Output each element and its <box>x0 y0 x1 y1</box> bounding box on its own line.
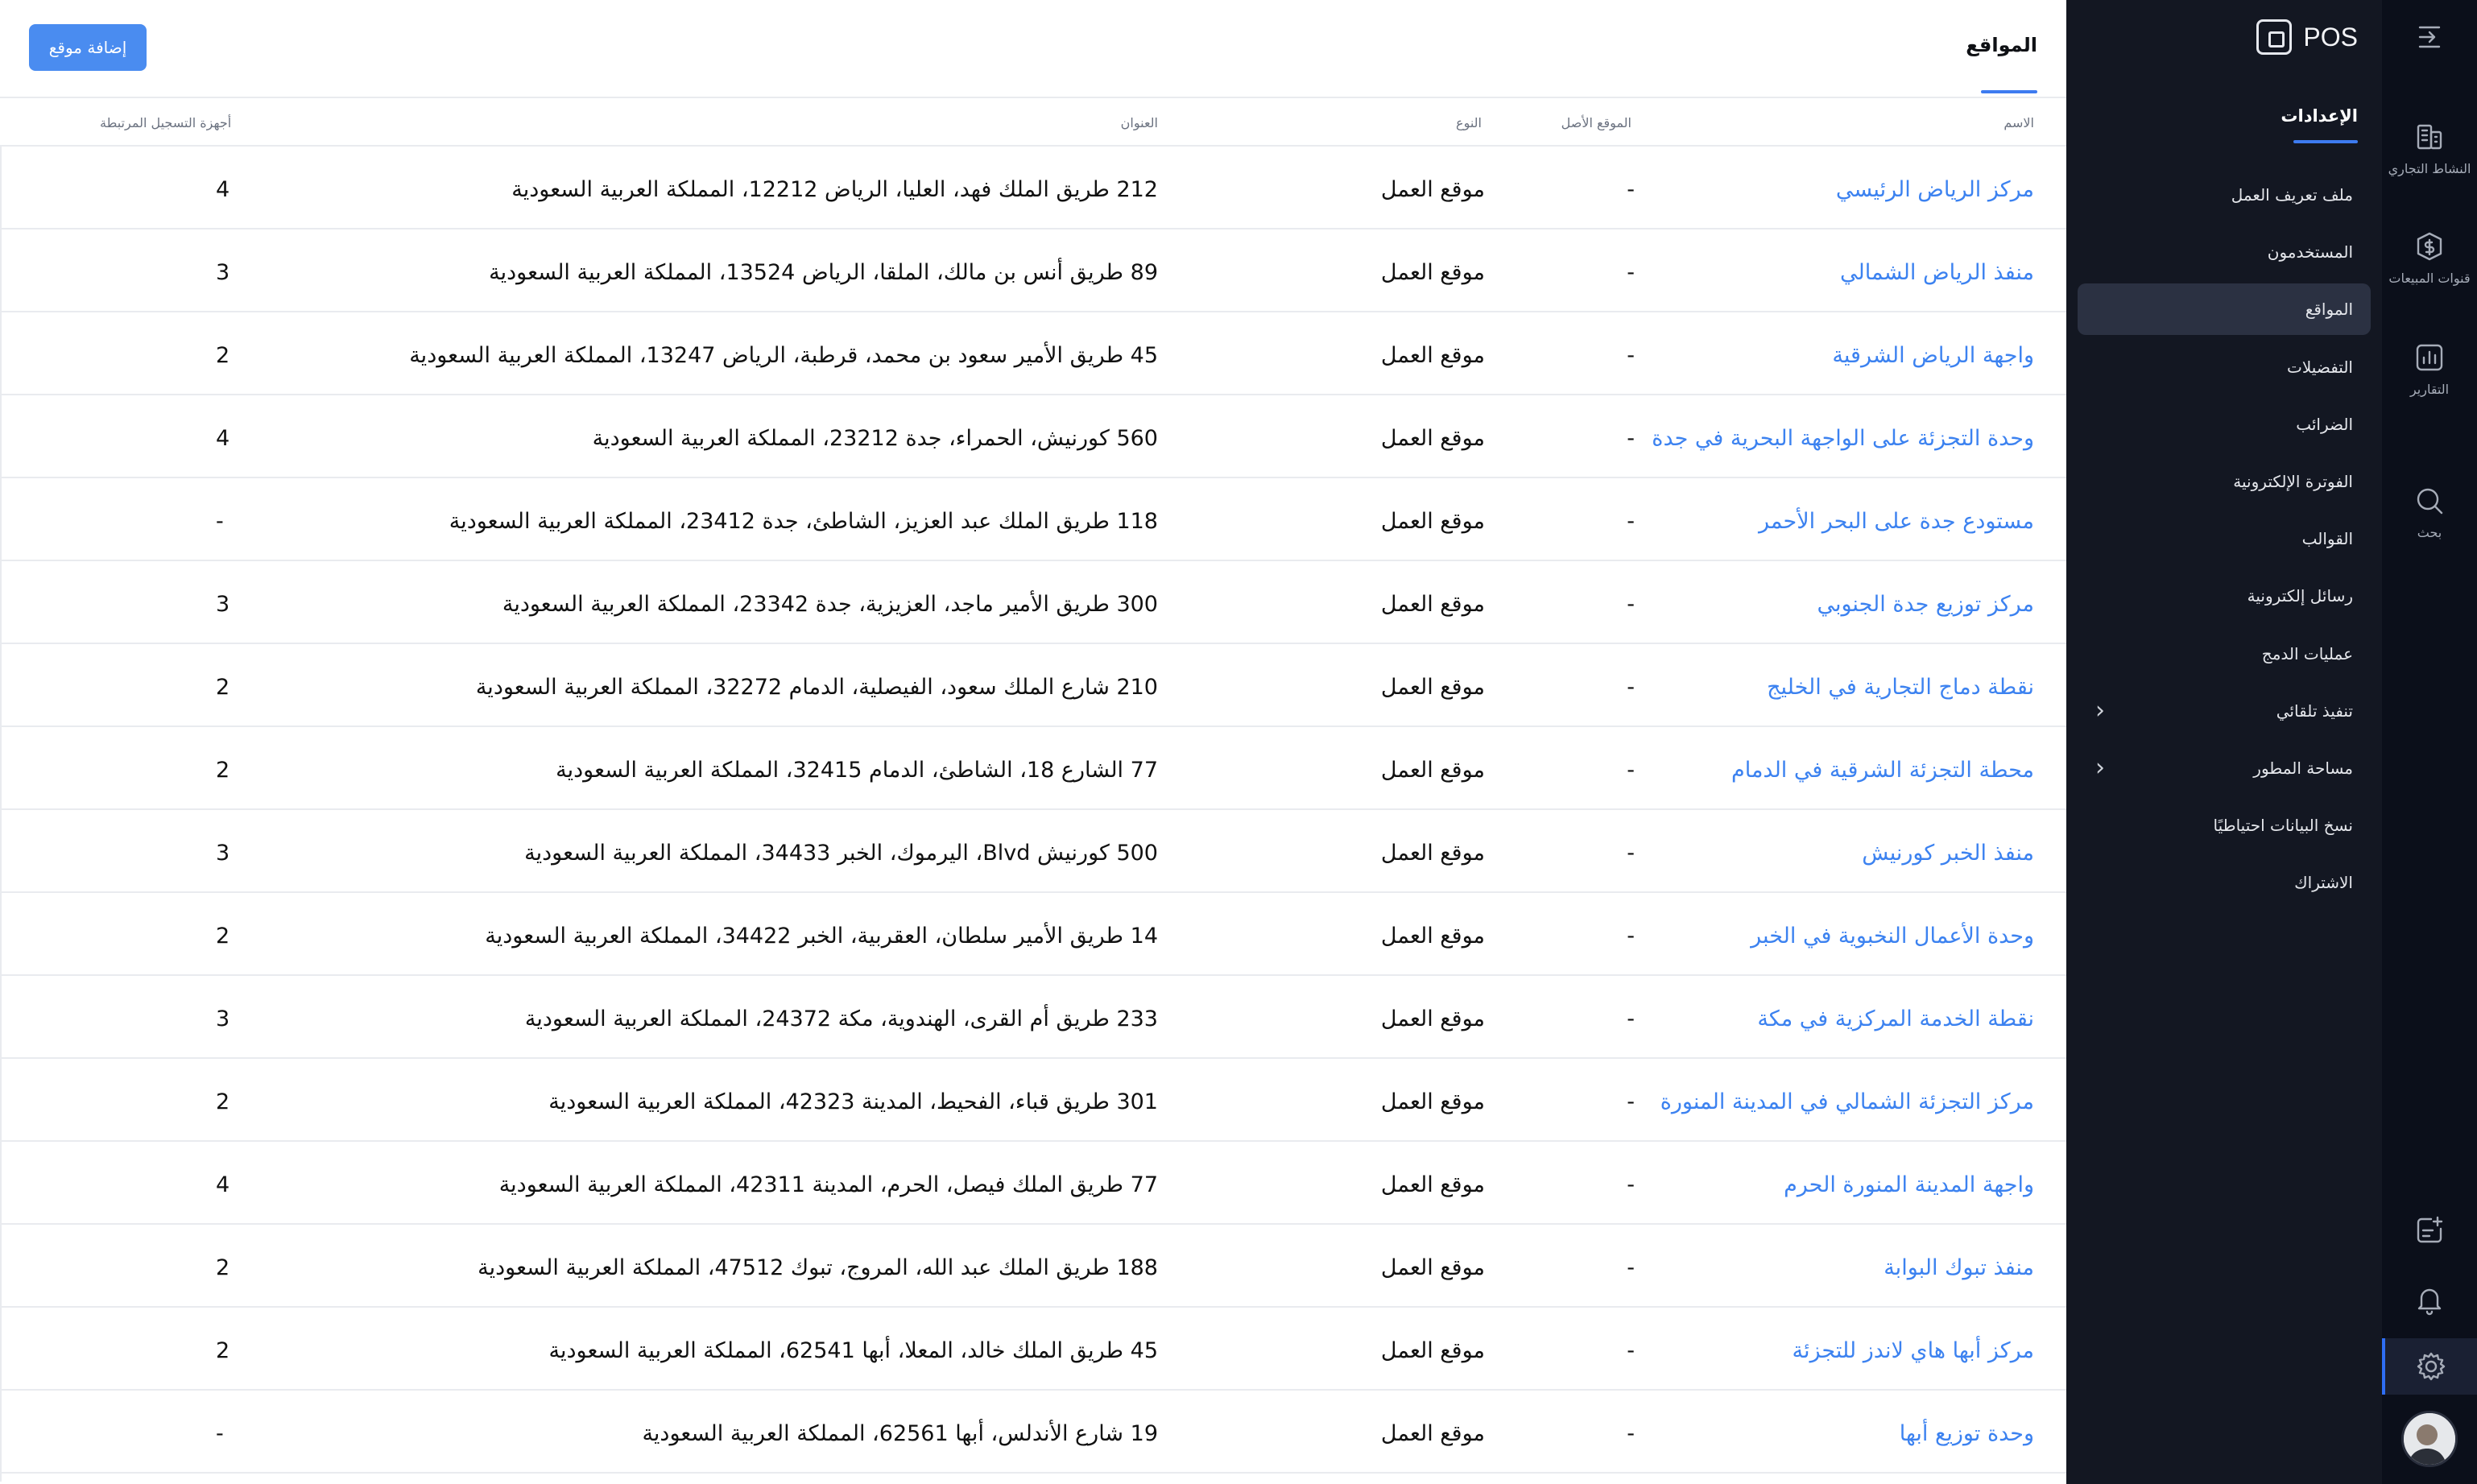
reports-icon <box>2413 341 2446 374</box>
sidebar-item-label: نسخ البيانات احتياطيًا <box>2213 816 2353 835</box>
sidebar-item-label: تنفيذ تلقائي <box>2276 701 2353 721</box>
address-cell: 14 طريق الأمير سلطان، العقربية، الخبر 34422، المملكة العربية السعودية <box>485 924 1158 949</box>
rail-item-reports[interactable] <box>2382 341 2477 397</box>
table-row[interactable] <box>0 727 2066 810</box>
table-header <box>0 97 2066 147</box>
sidebar-item-label: المستخدمون <box>2267 242 2353 262</box>
column-header-name[interactable]: الاسم <box>2004 115 2034 130</box>
location-type-cell: موقع العمل <box>1380 1172 1485 1197</box>
table-row[interactable] <box>0 1308 2066 1391</box>
linked-devices-cell: 3 <box>216 1007 230 1031</box>
rail-item-business[interactable] <box>2382 121 2477 176</box>
location-name-link[interactable]: واجهة المدينة المنورة الحرم <box>1784 1172 2034 1197</box>
collapse-icon <box>2413 21 2446 53</box>
table-row[interactable] <box>0 810 2066 893</box>
parent-location-cell: - <box>1627 841 1635 866</box>
parent-location-cell: - <box>1627 1172 1635 1197</box>
parent-location-cell: - <box>1627 1007 1635 1031</box>
brand-name: POS <box>2303 22 2358 52</box>
table-row[interactable] <box>0 478 2066 561</box>
location-type-cell: موقع العمل <box>1380 841 1485 866</box>
address-cell: 212 طريق الملك فهد، العليا، الرياض 12212، المملكة العربية السعودية <box>511 177 1158 202</box>
parent-location-cell: - <box>1627 592 1635 617</box>
rail-item-sales-channels[interactable] <box>2382 230 2477 286</box>
table-row[interactable] <box>0 644 2066 727</box>
address-cell: 89 طريق أنس بن مالك، الملقا، الرياض 13524، المملكة العربية السعودية <box>489 260 1158 285</box>
add-note-icon <box>2413 1214 2446 1246</box>
location-name-link[interactable]: وحدة الأعمال النخبوية في الخبر <box>1751 924 2034 949</box>
parent-location-cell: - <box>1627 758 1635 783</box>
location-type-cell: موقع العمل <box>1380 1255 1485 1280</box>
sidebar-item-label: المواقع <box>2305 300 2353 319</box>
address-cell: 45 طريق الملك خالد، المعلا، أبها 62541، المملكة العربية السعودية <box>548 1338 1158 1363</box>
sidebar-item-label: رسائل إلكترونية <box>2247 586 2353 606</box>
table-row[interactable] <box>0 395 2066 478</box>
location-type-cell: موقع العمل <box>1380 1007 1485 1031</box>
linked-devices-cell: 2 <box>216 675 230 700</box>
table-row[interactable] <box>0 1059 2066 1142</box>
title-underline <box>1981 90 2037 93</box>
table-row[interactable] <box>0 1142 2066 1225</box>
rail-label-sales-channels: قنوات المبيعات <box>2388 271 2471 286</box>
sales-channels-icon <box>2413 230 2446 262</box>
parent-location-cell: - <box>1627 177 1635 202</box>
column-header-devices[interactable]: أجهزة التسجيل المرتبطة <box>100 115 232 130</box>
location-name-link[interactable]: مركز الرياض الرئيسي <box>1835 177 2034 202</box>
parent-location-cell: - <box>1627 1089 1635 1114</box>
parent-location-cell: - <box>1627 1255 1635 1280</box>
location-name-link[interactable]: مركز توزيع جدة الجنوبي <box>1817 592 2034 617</box>
sidebar-item[interactable] <box>2078 742 2371 794</box>
location-name-link[interactable]: نقطة دماج التجارية في الخليج <box>1767 675 2034 700</box>
sidebar-heading: الإعدادات <box>2281 106 2358 126</box>
location-type-cell: موقع العمل <box>1380 260 1485 285</box>
column-header-type[interactable]: النوع <box>1456 115 1482 130</box>
sidebar-heading-underline <box>2293 140 2358 143</box>
location-name-link[interactable]: منفذ الرياض الشمالي <box>1840 260 2034 285</box>
sidebar-item[interactable] <box>2078 283 2371 335</box>
linked-devices-cell: 4 <box>216 426 230 451</box>
avatar[interactable] <box>2401 1411 2458 1467</box>
parent-location-cell: - <box>1627 426 1635 451</box>
notifications-button[interactable] <box>2382 1284 2477 1316</box>
sidebar-item-label: القوالب <box>2301 529 2353 548</box>
chevron-icon: ‹ <box>2095 697 2105 725</box>
sidebar-item[interactable] <box>2078 399 2371 450</box>
table-row[interactable] <box>0 893 2066 976</box>
linked-devices-cell: 3 <box>216 592 230 617</box>
pos-logo-icon <box>2256 19 2292 55</box>
brand-logo[interactable] <box>2256 19 2358 55</box>
address-cell: 500 كورنيش Blvd، اليرموك، الخبر 34433، المملكة العربية السعودية <box>524 841 1158 866</box>
sidebar-item[interactable] <box>2078 341 2371 393</box>
location-name-link[interactable]: وحدة توزيع أبها <box>1899 1421 2034 1446</box>
sidebar-item[interactable] <box>2078 570 2371 622</box>
location-type-cell: موقع العمل <box>1380 1089 1485 1114</box>
sidebar-item[interactable] <box>2078 513 2371 564</box>
column-header-parent[interactable]: الموقع الأصل <box>1561 115 1631 130</box>
address-cell: 118 طريق الملك عبد العزيز، الشاطئ، جدة 23412، المملكة العربية السعودية <box>449 509 1158 534</box>
address-cell: 301 طريق قباء، الفحيط، المدينة 42323، المملكة العربية السعودية <box>548 1089 1158 1114</box>
sidebar-item[interactable] <box>2078 456 2371 507</box>
parent-location-cell: - <box>1627 260 1635 285</box>
building-icon <box>2413 121 2446 153</box>
linked-devices-cell: - <box>216 1421 224 1446</box>
linked-devices-cell: - <box>216 509 224 534</box>
parent-location-cell: - <box>1627 924 1635 949</box>
address-cell: 233 طريق أم القرى، الهندوية، مكة 24372، المملكة العربية السعودية <box>524 1007 1158 1031</box>
linked-devices-cell: 4 <box>216 1172 230 1197</box>
bell-icon <box>2413 1284 2446 1316</box>
table-body <box>0 147 2066 1474</box>
gear-icon <box>2415 1350 2447 1383</box>
rail-label-search: بحث <box>2417 525 2442 540</box>
location-type-cell: موقع العمل <box>1380 758 1485 783</box>
linked-devices-cell: 2 <box>216 1255 230 1280</box>
chevron-icon: ‹ <box>2095 754 2105 782</box>
sidebar-item-label: التفضيلات <box>2287 358 2353 377</box>
sidebar-item[interactable] <box>2078 857 2371 908</box>
linked-devices-cell: 4 <box>216 177 230 202</box>
address-cell: 45 طريق الأمير سعود بن محمد، قرطبة، الرياض 13247، المملكة العربية السعودية <box>409 343 1158 368</box>
rail-item-search[interactable] <box>2382 485 2477 540</box>
location-name-link[interactable]: مستودع جدة على البحر الأحمر <box>1759 509 2034 534</box>
sidebar-item-label: الاشتراك <box>2294 873 2353 892</box>
column-header-address[interactable]: العنوان <box>1120 115 1158 130</box>
location-name-link[interactable]: نقطة الخدمة المركزية في مكة <box>1757 1007 2034 1031</box>
location-type-cell: موقع العمل <box>1380 177 1485 202</box>
address-cell: 77 الشارع 18، الشاطئ، الدمام 32415، المملكة العربية السعودية <box>556 758 1158 783</box>
linked-devices-cell: 2 <box>216 924 230 949</box>
sidebar-item[interactable] <box>2078 628 2371 680</box>
parent-location-cell: - <box>1627 1421 1635 1446</box>
address-cell: 210 شارع الملك سعود، الفيصلية، الدمام 32272، المملكة العربية السعودية <box>475 675 1158 700</box>
address-cell: 188 طريق الملك عبد الله، المروج، تبوك 47512، المملكة العربية السعودية <box>478 1255 1158 1280</box>
parent-location-cell: - <box>1627 343 1635 368</box>
address-cell: 77 طريق الملك فيصل، الحرم، المدينة 42311، المملكة العربية السعودية <box>498 1172 1158 1197</box>
location-type-cell: موقع العمل <box>1380 343 1485 368</box>
table-row[interactable] <box>0 1225 2066 1308</box>
location-type-cell: موقع العمل <box>1380 592 1485 617</box>
sidebar-item-label: عمليات الدمج <box>2261 644 2353 663</box>
sidebar-item[interactable] <box>2078 169 2371 221</box>
location-name-link[interactable]: محطة التجزئة الشرقية في الدمام <box>1731 758 2034 783</box>
page-title: المواقع <box>1966 34 2037 56</box>
table-border <box>0 145 2 1482</box>
table-row[interactable] <box>0 312 2066 395</box>
locations-table <box>0 97 2066 1474</box>
location-type-cell: موقع العمل <box>1380 1338 1485 1363</box>
search-icon <box>2413 485 2446 517</box>
rail-label-business: النشاط التجاري <box>2388 161 2471 176</box>
table-row[interactable] <box>0 561 2066 644</box>
location-type-cell: موقع العمل <box>1380 924 1485 949</box>
sidebar-item[interactable] <box>2078 800 2371 851</box>
add-note-button[interactable] <box>2382 1214 2477 1246</box>
parent-location-cell: - <box>1627 675 1635 700</box>
address-cell: 300 طريق الأمير ماجد، العزيزية، جدة 23342، المملكة العربية السعودية <box>502 592 1158 617</box>
linked-devices-cell: 2 <box>216 758 230 783</box>
sidebar-item-label: الضرائب <box>2296 415 2353 434</box>
parent-location-cell: - <box>1627 509 1635 534</box>
linked-devices-cell: 2 <box>216 1089 230 1114</box>
location-type-cell: موقع العمل <box>1380 1421 1485 1446</box>
rail-label-reports: التقارير <box>2409 382 2450 397</box>
location-type-cell: موقع العمل <box>1380 426 1485 451</box>
location-type-cell: موقع العمل <box>1380 675 1485 700</box>
location-name-link[interactable]: منفذ تبوك البوابة <box>1884 1255 2034 1280</box>
location-name-link[interactable]: مركز أبها هاي لاندز للتجزئة <box>1792 1338 2034 1363</box>
location-name-link[interactable]: وحدة التجزئة على الواجهة البحرية في جدة <box>1652 426 2034 451</box>
linked-devices-cell: 2 <box>216 343 230 368</box>
location-name-link[interactable]: مركز التجزئة الشمالي في المدينة المنورة <box>1660 1089 2034 1114</box>
settings-button[interactable] <box>2382 1338 2477 1395</box>
sidebar-item[interactable] <box>2078 226 2371 278</box>
sidebar-item-label: مساحة المطور <box>2253 759 2353 778</box>
linked-devices-cell: 2 <box>216 1338 230 1363</box>
user-avatar-icon <box>2401 1413 2455 1467</box>
settings-sidebar <box>2066 0 2382 1484</box>
add-location-button[interactable]: إضافة موقع <box>29 24 147 71</box>
table-row[interactable] <box>0 229 2066 312</box>
parent-location-cell: - <box>1627 1338 1635 1363</box>
sidebar-item[interactable] <box>2078 685 2371 737</box>
collapse-button[interactable] <box>2382 21 2477 53</box>
table-row[interactable] <box>0 1391 2066 1474</box>
sidebar-item-label: الفوترة الإلكترونية <box>2233 472 2353 491</box>
address-cell: 560 كورنيش، الحمراء، جدة 23212، المملكة العربية السعودية <box>592 426 1158 451</box>
location-name-link[interactable]: منفذ الخبر كورنيش <box>1862 841 2034 866</box>
linked-devices-cell: 3 <box>216 260 230 285</box>
linked-devices-cell: 3 <box>216 841 230 866</box>
sidebar-item-label: ملف تعريف العمل <box>2231 185 2353 205</box>
address-cell: 19 شارع الأندلس، أبها 62561، المملكة العربية السعودية <box>642 1421 1158 1446</box>
table-row[interactable] <box>0 147 2066 229</box>
location-type-cell: موقع العمل <box>1380 509 1485 534</box>
table-row[interactable] <box>0 976 2066 1059</box>
icon-rail <box>2382 0 2477 1484</box>
location-name-link[interactable]: واجهة الرياض الشرقية <box>1832 343 2034 368</box>
